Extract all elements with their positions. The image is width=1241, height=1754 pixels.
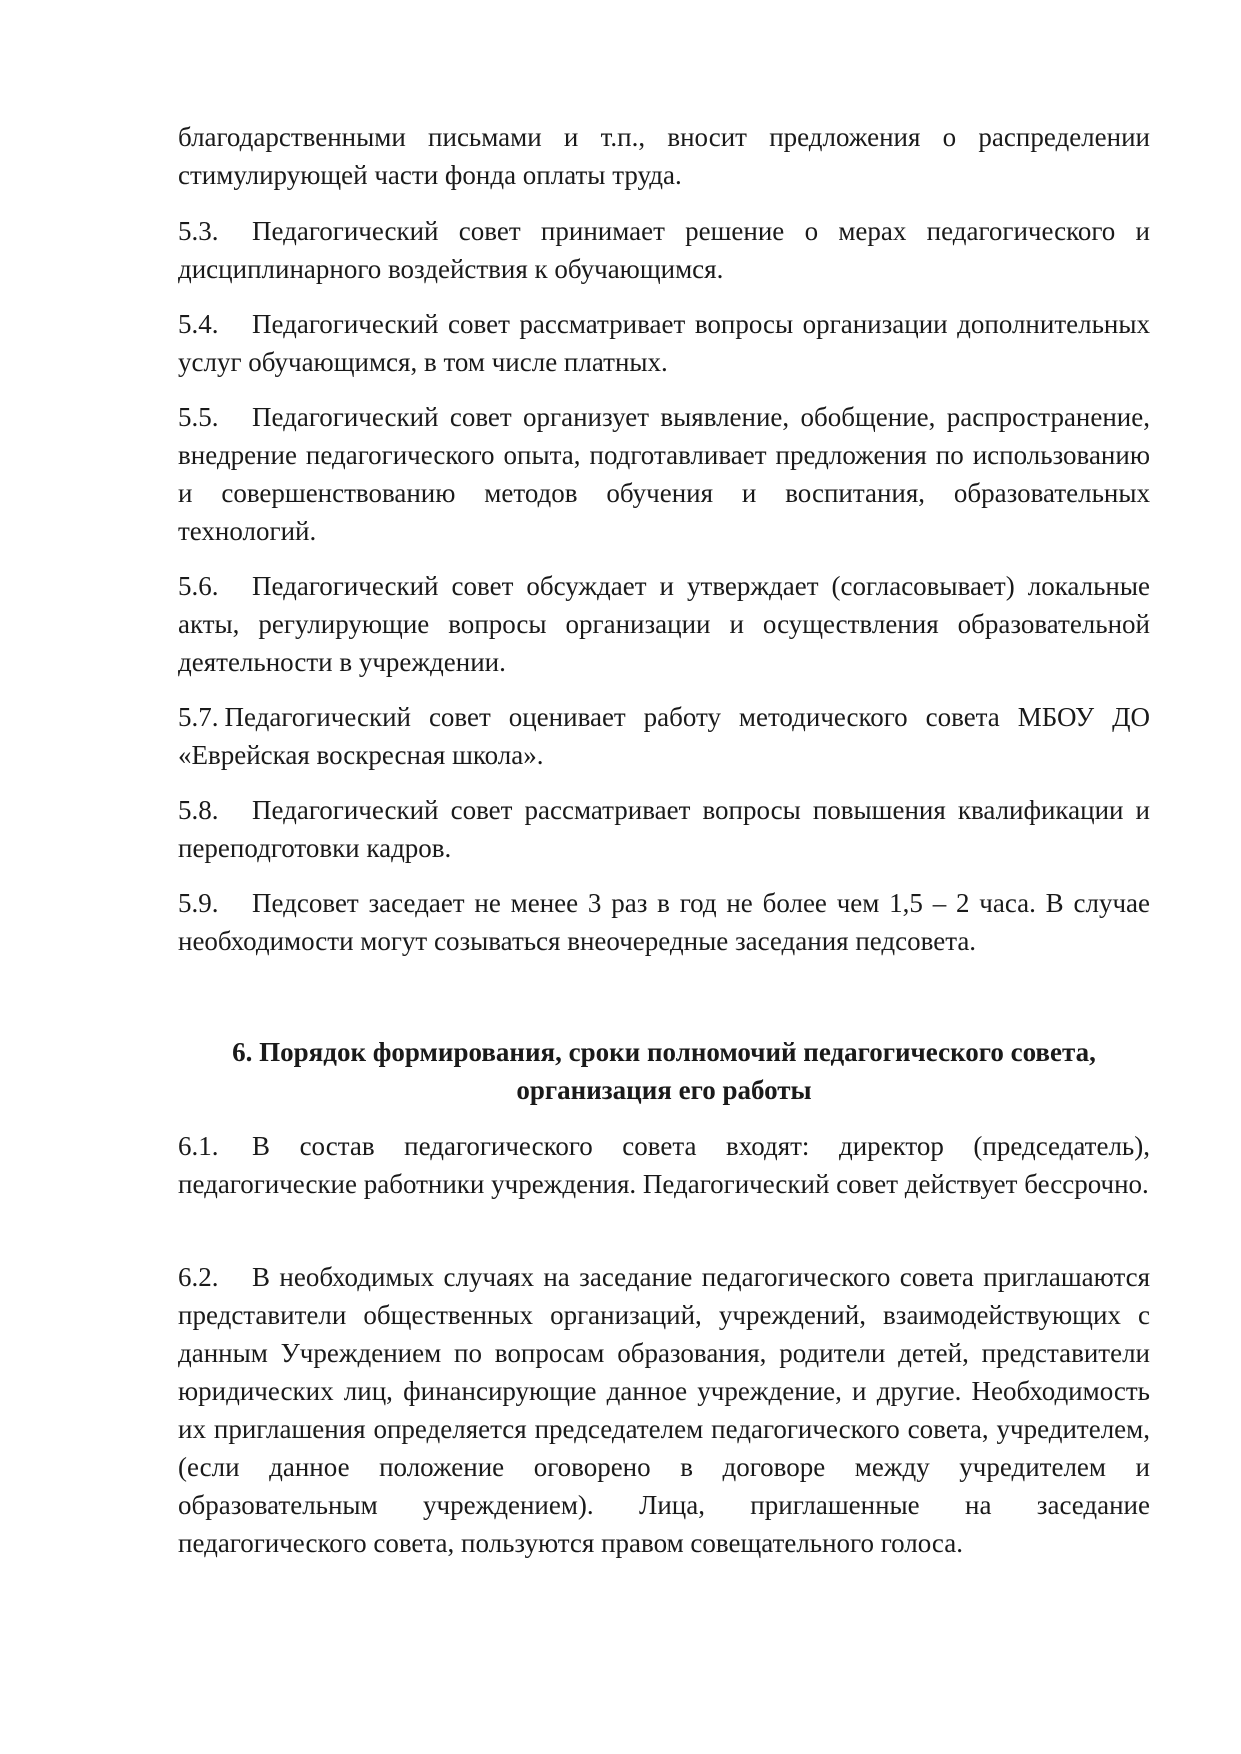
- section-heading: [178, 1033, 1150, 1109]
- paragraph-text: Педагогический совет обсуждает и утверждает (согласовывает) локальные акты, регулирующие вопросы организации и осуществления образовательной деятельности в учреждении.: [178, 571, 1150, 677]
- paragraph-text: Педагогический совет принимает решение о мерах педагогического и дисциплинарного воздействия к обучающимся.: [178, 216, 1150, 284]
- paragraph-text: В необходимых случаях на заседание педагогического совета приглашаются представители общественных организаций, учреждений, взаимодействующих с данным Учреждением по вопросам образования, родители детей, представители юридических лиц, финансирующие данное учреждение, и другие. Необходимость их приглашения определяется председателем педагогического совета, учредителем, (если данное положение оговорено в договоре между учредителем и образовательным учреждением). Лица, приглашенные на заседание педагогического совета, пользуются правом совещательного голоса.: [178, 1262, 1150, 1558]
- paragraph-text: Педагогический совет организует выявление, обобщение, распространение, внедрение педагогического опыта, подготавливает предложения по использованию и совершенствованию методов обучения и воспитания, образовательных технологий.: [178, 402, 1150, 546]
- paragraph-number: 5.5.: [178, 402, 219, 432]
- paragraph-number: 6.1.: [178, 1131, 219, 1161]
- paragraph-6-2: [178, 1258, 1150, 1562]
- paragraph-number: 5.7.: [178, 702, 219, 732]
- paragraph-number: 5.8.: [178, 795, 219, 825]
- paragraph-text: Педагогический совет рассматривает вопросы организации дополнительных услуг обучающимся, в том числе платных.: [178, 309, 1150, 377]
- paragraph-5-8: [178, 791, 1150, 867]
- paragraph-number: 5.9.: [178, 888, 219, 918]
- paragraph-text: благодарственными письмами и т.п., вносит предложения о распределении стимулирующей части фонда оплаты труда.: [178, 122, 1150, 190]
- paragraph-5-3: [178, 212, 1150, 288]
- paragraph-text: Педсовет заседает не менее 3 раз в год не более чем 1,5 – 2 часа. В случае необходимости могут созываться внеочередные заседания педсовета.: [178, 888, 1150, 956]
- paragraph-text: Педагогический совет рассматривает вопросы повышения квалификации и переподготовки кадров.: [178, 795, 1150, 863]
- paragraph-continuation: [178, 118, 1150, 194]
- paragraph-number: 5.4.: [178, 309, 219, 339]
- paragraph-number: 5.3.: [178, 216, 219, 246]
- paragraph-number: 5.6.: [178, 571, 219, 601]
- paragraph-5-4: [178, 305, 1150, 381]
- paragraph-text: Педагогический совет оценивает работу методического совета МБОУ ДО «Еврейская воскресная школа».: [178, 702, 1150, 770]
- paragraph-text: В состав педагогического совета входят: директор (председатель), педагогические работники учреждения. Педагогический совет действует бессрочно.: [178, 1131, 1150, 1199]
- paragraph-5-6: [178, 567, 1150, 681]
- section-heading-line-2: организация его работы: [516, 1075, 812, 1105]
- paragraph-5-5: [178, 398, 1150, 550]
- paragraph-6-1: [178, 1127, 1150, 1203]
- paragraph-5-7: [178, 698, 1150, 774]
- section-heading-line-1: 6. Порядок формирования, сроки полномочий педагогического совета,: [232, 1037, 1096, 1067]
- paragraph-5-9: [178, 884, 1150, 960]
- paragraph-number: 6.2.: [178, 1262, 219, 1292]
